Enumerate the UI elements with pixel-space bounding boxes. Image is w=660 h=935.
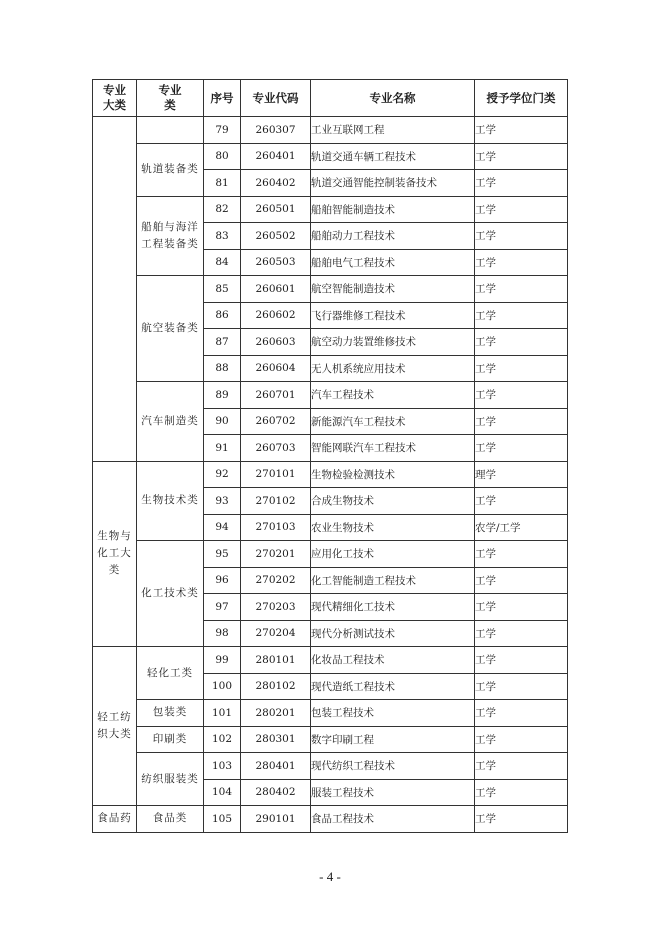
major-name-cell: 智能网联汽车工程技术 bbox=[311, 435, 475, 462]
degree-cell: 工学 bbox=[475, 700, 568, 727]
serial-cell: 104 bbox=[204, 779, 241, 806]
major-name-cell: 现代纺织工程技术 bbox=[311, 753, 475, 780]
serial-cell: 101 bbox=[204, 700, 241, 727]
big-category-cell bbox=[93, 117, 137, 462]
serial-cell: 85 bbox=[204, 276, 241, 303]
major-name-cell: 化工智能制造工程技术 bbox=[311, 567, 475, 594]
degree-cell: 工学 bbox=[475, 117, 568, 144]
major-name-cell: 化妆品工程技术 bbox=[311, 647, 475, 674]
serial-cell: 84 bbox=[204, 249, 241, 276]
major-code-cell: 260701 bbox=[241, 382, 311, 409]
table-row bbox=[93, 143, 568, 170]
major-name-cell: 食品工程技术 bbox=[311, 806, 475, 833]
table-row bbox=[93, 700, 568, 727]
major-name-cell: 现代精细化工技术 bbox=[311, 594, 475, 621]
major-name-cell: 工业互联网工程 bbox=[311, 117, 475, 144]
serial-cell: 92 bbox=[204, 461, 241, 488]
serial-cell: 105 bbox=[204, 806, 241, 833]
major-code-cell: 270101 bbox=[241, 461, 311, 488]
major-code-cell: 260703 bbox=[241, 435, 311, 462]
serial-cell: 81 bbox=[204, 170, 241, 197]
table-row bbox=[93, 461, 568, 488]
degree-cell: 工学 bbox=[475, 223, 568, 250]
major-code-cell: 260501 bbox=[241, 196, 311, 223]
serial-cell: 97 bbox=[204, 594, 241, 621]
major-name-cell: 轨道交通车辆工程技术 bbox=[311, 143, 475, 170]
table-header-row bbox=[93, 80, 568, 117]
major-code-cell: 260601 bbox=[241, 276, 311, 303]
serial-cell: 103 bbox=[204, 753, 241, 780]
degree-cell: 工学 bbox=[475, 408, 568, 435]
header-degree: 授予学位门类 bbox=[475, 80, 568, 117]
sub-category-cell: 化工技术类 bbox=[137, 541, 204, 647]
sub-category-cell: 汽车制造类 bbox=[137, 382, 204, 462]
degree-cell: 工学 bbox=[475, 567, 568, 594]
degree-cell: 工学 bbox=[475, 143, 568, 170]
major-catalog-table bbox=[92, 79, 568, 833]
major-name-cell: 汽车工程技术 bbox=[311, 382, 475, 409]
major-code-cell: 280102 bbox=[241, 673, 311, 700]
degree-cell: 理学 bbox=[475, 461, 568, 488]
major-code-cell: 260604 bbox=[241, 355, 311, 382]
degree-cell: 工学 bbox=[475, 673, 568, 700]
major-name-cell: 合成生物技术 bbox=[311, 488, 475, 515]
sub-category-cell: 纺织服装类 bbox=[137, 753, 204, 806]
major-code-cell: 260402 bbox=[241, 170, 311, 197]
degree-cell: 工学 bbox=[475, 302, 568, 329]
serial-cell: 86 bbox=[204, 302, 241, 329]
degree-cell: 工学 bbox=[475, 249, 568, 276]
page-number: - 4 - bbox=[319, 869, 341, 884]
major-code-cell: 270202 bbox=[241, 567, 311, 594]
degree-cell: 工学 bbox=[475, 806, 568, 833]
serial-cell: 95 bbox=[204, 541, 241, 568]
major-name-cell: 航空智能制造技术 bbox=[311, 276, 475, 303]
serial-cell: 98 bbox=[204, 620, 241, 647]
major-code-cell: 280201 bbox=[241, 700, 311, 727]
major-name-cell: 数字印刷工程 bbox=[311, 726, 475, 753]
major-code-cell: 270103 bbox=[241, 514, 311, 541]
major-code-cell: 280401 bbox=[241, 753, 311, 780]
serial-cell: 88 bbox=[204, 355, 241, 382]
header-major-code: 专业代码 bbox=[241, 80, 311, 117]
header-sub-category: 专业 类 bbox=[137, 80, 204, 117]
sub-category-cell: 轨道装备类 bbox=[137, 143, 204, 196]
big-category-cell: 食品药 bbox=[93, 806, 137, 833]
serial-cell: 99 bbox=[204, 647, 241, 674]
major-code-cell: 280101 bbox=[241, 647, 311, 674]
table-row bbox=[93, 196, 568, 223]
degree-cell: 工学 bbox=[475, 594, 568, 621]
major-name-cell: 无人机系统应用技术 bbox=[311, 355, 475, 382]
sub-category-cell: 船舶与海洋 工程装备类 bbox=[137, 196, 204, 276]
degree-cell: 工学 bbox=[475, 355, 568, 382]
header-serial: 序号 bbox=[204, 80, 241, 117]
degree-cell: 工学 bbox=[475, 382, 568, 409]
major-code-cell: 260702 bbox=[241, 408, 311, 435]
major-code-cell: 260502 bbox=[241, 223, 311, 250]
degree-cell: 工学 bbox=[475, 726, 568, 753]
major-name-cell: 轨道交通智能控制装备技术 bbox=[311, 170, 475, 197]
major-code-cell: 260401 bbox=[241, 143, 311, 170]
major-name-cell: 生物检验检测技术 bbox=[311, 461, 475, 488]
header-major-name: 专业名称 bbox=[311, 80, 475, 117]
major-name-cell: 新能源汽车工程技术 bbox=[311, 408, 475, 435]
table-row bbox=[93, 647, 568, 674]
major-name-cell: 应用化工技术 bbox=[311, 541, 475, 568]
major-code-cell: 270201 bbox=[241, 541, 311, 568]
major-code-cell: 260603 bbox=[241, 329, 311, 356]
major-code-cell: 260602 bbox=[241, 302, 311, 329]
serial-cell: 79 bbox=[204, 117, 241, 144]
major-name-cell: 航空动力装置维修技术 bbox=[311, 329, 475, 356]
degree-cell: 农学/工学 bbox=[475, 514, 568, 541]
sub-category-cell: 生物技术类 bbox=[137, 461, 204, 541]
table-row bbox=[93, 726, 568, 753]
table-row bbox=[93, 806, 568, 833]
serial-cell: 83 bbox=[204, 223, 241, 250]
table-row bbox=[93, 117, 568, 144]
table-row bbox=[93, 753, 568, 780]
serial-cell: 80 bbox=[204, 143, 241, 170]
degree-cell: 工学 bbox=[475, 779, 568, 806]
serial-cell: 93 bbox=[204, 488, 241, 515]
degree-cell: 工学 bbox=[475, 753, 568, 780]
major-name-cell: 现代造纸工程技术 bbox=[311, 673, 475, 700]
serial-cell: 82 bbox=[204, 196, 241, 223]
degree-cell: 工学 bbox=[475, 435, 568, 462]
table-row bbox=[93, 382, 568, 409]
serial-cell: 94 bbox=[204, 514, 241, 541]
major-code-cell: 260307 bbox=[241, 117, 311, 144]
degree-cell: 工学 bbox=[475, 488, 568, 515]
sub-category-cell: 印刷类 bbox=[137, 726, 204, 753]
major-code-cell: 280301 bbox=[241, 726, 311, 753]
major-code-cell: 260503 bbox=[241, 249, 311, 276]
big-category-cell: 轻工纺 织大类 bbox=[93, 647, 137, 806]
table-row bbox=[93, 541, 568, 568]
major-name-cell: 服装工程技术 bbox=[311, 779, 475, 806]
major-name-cell: 船舶智能制造技术 bbox=[311, 196, 475, 223]
sub-category-cell: 食品类 bbox=[137, 806, 204, 833]
major-name-cell: 现代分析测试技术 bbox=[311, 620, 475, 647]
sub-category-cell bbox=[137, 117, 204, 144]
major-name-cell: 飞行器维修工程技术 bbox=[311, 302, 475, 329]
serial-cell: 96 bbox=[204, 567, 241, 594]
major-code-cell: 280402 bbox=[241, 779, 311, 806]
degree-cell: 工学 bbox=[475, 329, 568, 356]
major-code-cell: 270102 bbox=[241, 488, 311, 515]
serial-cell: 90 bbox=[204, 408, 241, 435]
serial-cell: 100 bbox=[204, 673, 241, 700]
degree-cell: 工学 bbox=[475, 541, 568, 568]
degree-cell: 工学 bbox=[475, 620, 568, 647]
sub-category-cell: 航空装备类 bbox=[137, 276, 204, 382]
sub-category-cell: 轻化工类 bbox=[137, 647, 204, 700]
serial-cell: 102 bbox=[204, 726, 241, 753]
degree-cell: 工学 bbox=[475, 276, 568, 303]
major-name-cell: 农业生物技术 bbox=[311, 514, 475, 541]
sub-category-cell: 包装类 bbox=[137, 700, 204, 727]
major-code-cell: 270203 bbox=[241, 594, 311, 621]
serial-cell: 87 bbox=[204, 329, 241, 356]
serial-cell: 89 bbox=[204, 382, 241, 409]
degree-cell: 工学 bbox=[475, 170, 568, 197]
major-name-cell: 包装工程技术 bbox=[311, 700, 475, 727]
degree-cell: 工学 bbox=[475, 196, 568, 223]
header-big-category: 专业 大类 bbox=[93, 80, 137, 117]
major-name-cell: 船舶动力工程技术 bbox=[311, 223, 475, 250]
big-category-cell: 生物与 化工大 类 bbox=[93, 461, 137, 647]
major-code-cell: 270204 bbox=[241, 620, 311, 647]
major-code-cell: 290101 bbox=[241, 806, 311, 833]
table-row bbox=[93, 276, 568, 303]
degree-cell: 工学 bbox=[475, 647, 568, 674]
serial-cell: 91 bbox=[204, 435, 241, 462]
major-name-cell: 船舶电气工程技术 bbox=[311, 249, 475, 276]
